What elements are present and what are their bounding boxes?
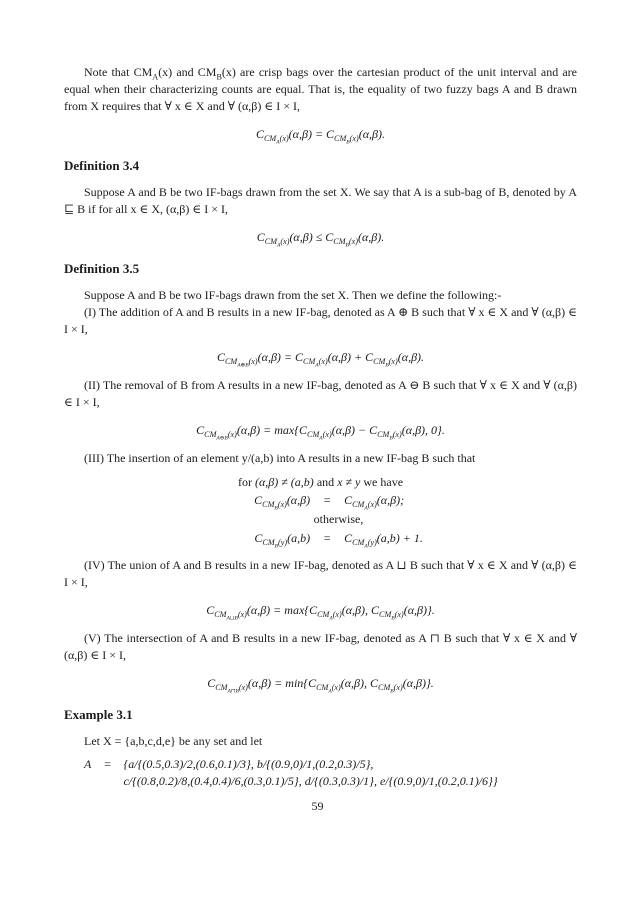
definition-3-4-text: Suppose A and B be two IF-bags drawn from the set X. We say that A is a sub-bag of B, denoted by A ⊑ B if for all x ∈ X, (α,β) ∈ I × I, [64,185,577,217]
definition-3-5-heading: Definition 3.5 [64,261,140,277]
bag-a-definition [84,756,577,790]
definition-3-4-heading: Definition 3.4 [64,158,140,174]
case1-lhs: $C_{CM_B(x)}(\alpha,\beta)$ [254,493,311,513]
item-iv-text: (IV) The union of A and B results in a new IF-bag, denoted as A ⊔ B such that ∀ x ∈ X and ∀ (α,β) ∈ I × I, [64,558,577,590]
equation-removal: $C_{CM_{A⊖B}(x)}(\alpha,\beta) = \max\{C_{CM_A(x)}(\alpha,\beta) - C_{CM_B(x)}(\alpha,\beta)$, 0}. [196,423,445,443]
bag-a-line-2: c/{(0.8,0.2)/8,(0.4,0.4)/6,(0.3,0.1)/5}, d/{(0.3,0.3)/1}, e/{(0.9,0)/1,(0.2,0.1)/6}} [123,774,498,789]
bag-a-content [123,756,497,790]
case2-rhs: $C_{CM_A(y)}(a,b) + 1$. [344,531,423,551]
example-3-1-heading: Example 3.1 [64,707,133,723]
item-i-text: (I) The addition of A and B results in a new IF-bag, denoted as A ⊕ B such that ∀ x ∈ X and ∀ (α,β) ∈ I × I, [64,305,577,337]
equation-count-equality: $C_{CM_A(x)}(\alpha,\beta) = C_{CM_B(x)}(\alpha,\beta)$. [255,127,386,147]
condition-math-2: x ≠ y [337,475,361,490]
case2-lhs: $C_{CM_B(y)}(a,b)$ [254,531,311,551]
bag-a-symbol: A [84,757,92,772]
equation-union: $C_{CM_{A⊔B}(x)}(\alpha,\beta) = \max\{C_{CM_A(x)}(\alpha,\beta)$, $C_{CM_B(x)}(\alpha,\beta)$}. [206,603,435,623]
equation-subbag: $C_{CM_A(x)}(\alpha,\beta) \le C_{CM_B(x)}(\alpha,\beta)$. [256,230,385,250]
otherwise-label: otherwise, [313,512,364,527]
item-ii-text: (II) The removal of B from A results in a new IF-bag, denoted as A ⊖ B such that ∀ x ∈ X and ∀ (α,β) ∈ I × I, [64,378,577,410]
item-iii-text: (III) The insertion of an element y/(a,b) into A results in a new IF-bag B such that [84,451,476,466]
condition-suffix: we have [360,475,404,490]
condition-mid: and [313,475,338,490]
bag-a-line-1: {a/{(0.5,0.3)/2,(0.6,0.1)/3}, b/{(0.9,0)/1,(0.2,0.3)/5}, [123,757,374,772]
bag-a-equals-sign: = [103,757,112,772]
insertion-cases [82,491,595,551]
example-intro: Let X = {a,b,c,d,e} be any set and let [84,734,263,749]
case2-equals-sign: = [323,531,332,546]
intro-paragraph: Note that $CM_A(x)$ and $CM_B(x)$ are crisp bags over the cartesian product of the unit interval and are equal when their characterizing counts are equal. That is, the equality of two fuzzy bags A and B drawn from X requires that ∀ x ∈ X and ∀ (α,β) ∈ I × I, [64,65,577,113]
case1-rhs: $C_{CM_A(x)}(\alpha,\beta)$; [344,493,405,513]
condition-prefix: for [237,475,255,490]
equation-addition: $C_{CM_{A\oplus B}(x)}(\alpha,\beta) = C_{CM_A(x)}(\alpha,\beta) + C_{CM_B(x)}(\alpha,\beta)$. [216,350,425,370]
insertion-condition [64,474,577,491]
definition-3-5-intro: Suppose A and B be two IF-bags drawn from the set X. Then we define the following:- [84,288,502,303]
case1-equals-sign: = [323,493,332,508]
equation-intersection: $C_{CM_{A⊓B}(x)}(\alpha,\beta) = \min\{C_{CM_A(x)}(\alpha,\beta)$, $C_{CM_B(x)}(\alpha,\beta)$}. [207,676,434,696]
condition-math-1: (α,β) ≠ (a,b) [254,475,314,490]
item-v-text: (V) The intersection of A and B results in a new IF-bag, denoted as A ⊓ B such that ∀ x ∈ X and ∀ (α,β) ∈ I × I, [64,631,577,663]
page-number: 59 [311,799,324,813]
